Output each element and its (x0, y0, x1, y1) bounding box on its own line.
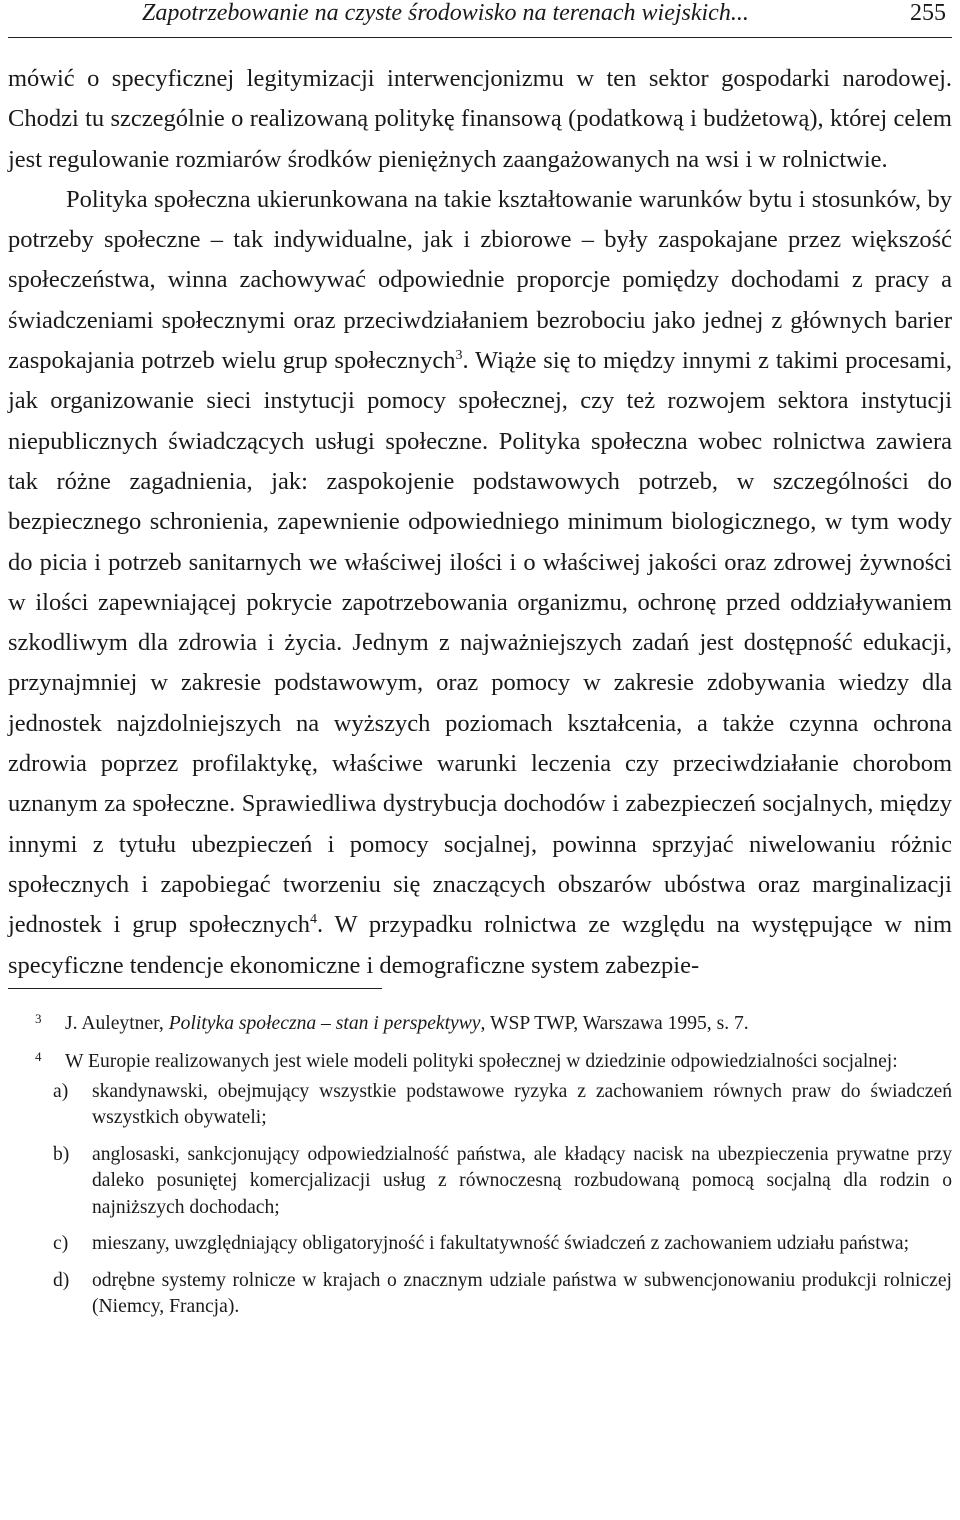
running-title: Zapotrzebowanie na czyste środowisko na terenach wiejskich... (142, 0, 749, 26)
page (8, 0, 952, 1333)
list-item (8, 1142, 952, 1222)
running-header (8, 0, 952, 38)
footnote-ref-3[interactable]: 3 (455, 348, 463, 364)
footnote-4-text: W Europie realizowanych jest wiele modeli polityki społecznej w dziedzinie odpowiedzialności socjalnej: (65, 1051, 898, 1073)
list-item (8, 1079, 952, 1132)
footnote-4-intro: 4 W Europie realizowanych jest wiele modeli polityki społecznej w dziedzinie odpowiedzialności socjalnej: (35, 1049, 898, 1073)
footnotes (8, 1011, 952, 1321)
footnote-4 (8, 1049, 952, 1321)
list-item (8, 1231, 952, 1258)
list-item-text: skandynawski, obejmujący wszystkie podstawowe ryzyka z zachowaniem równych praw do świadczeń wszystkich obywateli; (92, 1080, 952, 1129)
footnote-3-lead: J. Auleytner, (65, 1012, 169, 1034)
page-number: 255 (910, 0, 946, 26)
list-item-text: anglosaski, sankcjonujący odpowiedzialność państwa, ale kładący nacisk na ubezpieczenia prywatne przy daleko posuniętej komercjalizacji usług z równoczesną rozbudowaną pomocą socjalną dla rodzin o najniższych dochodach; (92, 1143, 952, 1218)
footnote-3-title: Polityka społeczna – stan i perspektywy (168, 1012, 481, 1034)
footnote-4-list (8, 1079, 952, 1321)
list-marker: c) (53, 1233, 69, 1255)
list-item-text: odrębne systemy rolnicze w krajach o znacznym udziale państwa w subwencjonowaniu produkcji rolniczej (Niemcy, Francja). (92, 1269, 952, 1318)
paragraph-2-part-b: . Wiąże się to między innymi z takimi procesami, jak organizowanie sieci instytucji pomocy społecznej, czy też rozwojem sektora instytucji niepublicznych świadczących usługi społeczne. Polityka społeczna wobec rolnictwa zawiera tak różne zagadnienia, jak: zaspokojenie podstawowych potrzeb, w szczególności do bezpiecznego schronienia, zapewnienie odpowiedniego minimum biologicznego, w tym wody do picia i potrzeb sanitarnych we właściwej ilości i o właściwej jakości oraz zdrowej żywności w ilości zapewniającej pokrycie zapotrzebowania organizmu, ochronę przed oddziaływaniem szkodliwym dla zdrowia i życia. Jednym z najważniejszych zadań jest dostępność edukacji, przynajmniej w zakresie podstawowym, oraz pomocy w zakresie zdobywania wiedzy dla jednostek najzdolniejszych na wyższych poziomach kształcenia, a także czynna ochrona zdrowia poprzez profilaktykę, właściwe warunki leczenia czy przeciwdziałanie chorobom uznanym za społeczne. Sprawiedliwa dystrybucja dochodów i zabezpieczeń socjalnych, między innymi z tytułu ubezpieczeń i pomocy socjalnej, powinna sprzyjać niwelowaniu różnic społecznych i zapobiegać tworzeniu się znaczących obszarów ubóstwa oraz marginalizacji jednostek i grup społecznych (8, 347, 952, 939)
footnote-ref-4[interactable]: 4 (310, 912, 318, 928)
list-item (8, 1268, 952, 1321)
footnote-3-tail: , WSP TWP, Warszawa 1995, s. 7. (480, 1012, 749, 1034)
paragraph-2-part-c: . W przypadku rolnictwa ze względu na występujące w nim specyficzne tendencje ekonomiczne i demograficzne system zabezpie- (8, 911, 953, 979)
paragraph-1: mówić o specyficznej legitymizacji interwencjonizmu w ten sektor gospodarki narodowej. Chodzi tu szczególnie o realizowaną politykę finansową (podatkową i budżetową), której celem jest regulowanie rozmiarów środków pieniężnych zaangażowanych na wsi i w rolnictwie. (8, 65, 952, 173)
list-marker: d) (53, 1269, 70, 1291)
list-marker: b) (53, 1143, 70, 1165)
paragraph-2-part-a: Polityka społeczna ukierunkowana na takie kształtowanie warunków bytu i stosunków, by potrzeby społeczne – tak indywidualne, jak i zbiorowe – były zaspokajane przez większość społeczeństwa, winna zachowywać odpowiednie proporcje pomiędzy dochodami z pracy a świadczeniami społecznymi oraz przeciwdziałaniem bezrobociu jako jednej z głównych barier zaspokajania potrzeb wielu grup społecznych (8, 185, 952, 375)
paragraph-2 (8, 180, 952, 986)
footnote-3: 3 J. Auleytner, Polityka społeczna – stan i perspektywy, WSP TWP, Warszawa 1995, s. 7. (35, 1010, 749, 1034)
list-item-text: mieszany, uwzględniający obligatoryjność i fakultatywność świadczeń z zachowaniem udziału państwa; (92, 1233, 910, 1255)
footnote-separator (8, 988, 382, 989)
list-marker: a) (53, 1080, 69, 1102)
body-text (8, 59, 952, 986)
